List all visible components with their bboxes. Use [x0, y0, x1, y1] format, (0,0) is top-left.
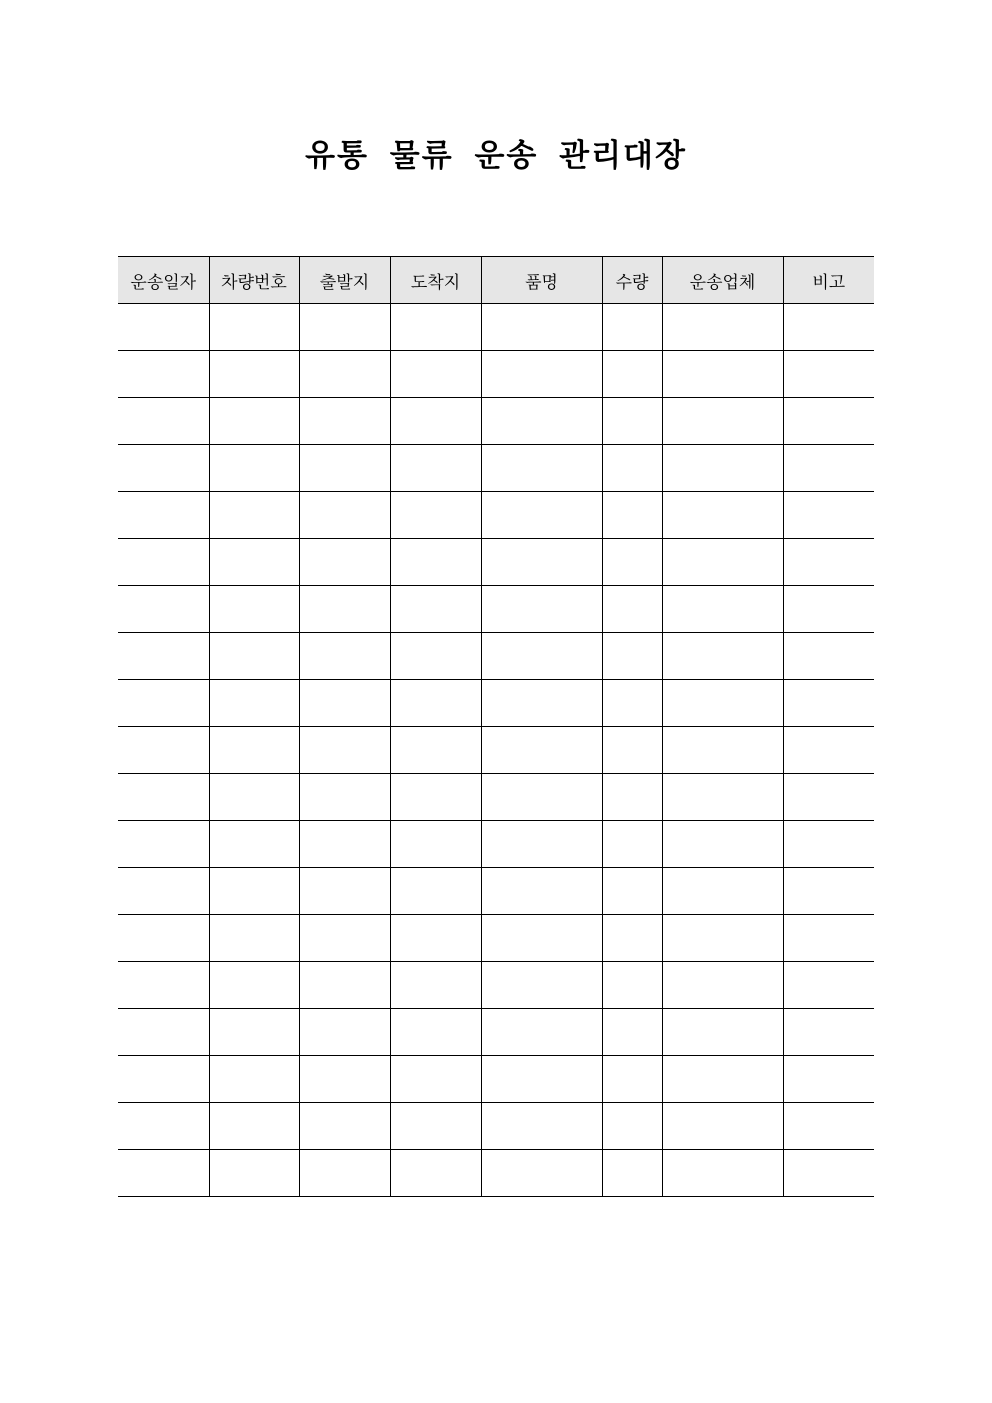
cell-quantity[interactable]	[602, 398, 662, 445]
cell-quantity[interactable]	[602, 915, 662, 962]
cell-carrier[interactable]	[662, 727, 783, 774]
cell-transport-date[interactable]	[118, 727, 209, 774]
cell-vehicle-number[interactable]	[209, 633, 299, 680]
cell-remarks[interactable]	[783, 915, 874, 962]
cell-remarks[interactable]	[783, 1150, 874, 1197]
table-row	[118, 445, 874, 492]
cell-item-name[interactable]	[481, 492, 602, 539]
cell-transport-date[interactable]	[118, 962, 209, 1009]
cell-vehicle-number[interactable]	[209, 915, 299, 962]
cell-remarks[interactable]	[783, 398, 874, 445]
table-header-row	[118, 257, 874, 304]
table-row	[118, 492, 874, 539]
cell-item-name[interactable]	[481, 1009, 602, 1056]
cell-quantity[interactable]	[602, 774, 662, 821]
cell-transport-date[interactable]	[118, 680, 209, 727]
table-row	[118, 868, 874, 915]
table-row	[118, 915, 874, 962]
cell-origin[interactable]	[299, 868, 390, 915]
cell-remarks[interactable]	[783, 962, 874, 1009]
cell-origin[interactable]	[299, 1150, 390, 1197]
table-row	[118, 774, 874, 821]
cell-remarks[interactable]	[783, 539, 874, 586]
cell-destination[interactable]	[390, 868, 481, 915]
header-quantity: 수량	[602, 257, 662, 304]
cell-carrier[interactable]	[662, 633, 783, 680]
cell-transport-date[interactable]	[118, 586, 209, 633]
cell-carrier[interactable]	[662, 539, 783, 586]
cell-carrier[interactable]	[662, 1009, 783, 1056]
cell-quantity[interactable]	[602, 1103, 662, 1150]
header-origin: 출발지	[299, 257, 390, 304]
table-row	[118, 351, 874, 398]
header-transport-date: 운송일자	[118, 257, 209, 304]
cell-origin[interactable]	[299, 962, 390, 1009]
cell-origin[interactable]	[299, 774, 390, 821]
cell-item-name[interactable]	[481, 633, 602, 680]
cell-remarks[interactable]	[783, 727, 874, 774]
table-row	[118, 727, 874, 774]
cell-remarks[interactable]	[783, 445, 874, 492]
cell-remarks[interactable]	[783, 633, 874, 680]
cell-destination[interactable]	[390, 539, 481, 586]
table-row	[118, 586, 874, 633]
cell-transport-date[interactable]	[118, 445, 209, 492]
cell-carrier[interactable]	[662, 351, 783, 398]
cell-origin[interactable]	[299, 727, 390, 774]
cell-item-name[interactable]	[481, 1150, 602, 1197]
table-row	[118, 1103, 874, 1150]
cell-destination[interactable]	[390, 680, 481, 727]
cell-vehicle-number[interactable]	[209, 1150, 299, 1197]
cell-carrier[interactable]	[662, 586, 783, 633]
cell-carrier[interactable]	[662, 915, 783, 962]
cell-origin[interactable]	[299, 351, 390, 398]
cell-item-name[interactable]	[481, 304, 602, 351]
cell-transport-date[interactable]	[118, 351, 209, 398]
cell-transport-date[interactable]	[118, 821, 209, 868]
cell-quantity[interactable]	[602, 680, 662, 727]
cell-transport-date[interactable]	[118, 1150, 209, 1197]
cell-destination[interactable]	[390, 774, 481, 821]
cell-vehicle-number[interactable]	[209, 727, 299, 774]
cell-transport-date[interactable]	[118, 633, 209, 680]
header-item-name: 품명	[481, 257, 602, 304]
cell-quantity[interactable]	[602, 304, 662, 351]
cell-item-name[interactable]	[481, 586, 602, 633]
cell-quantity[interactable]	[602, 821, 662, 868]
cell-origin[interactable]	[299, 680, 390, 727]
header-destination: 도착지	[390, 257, 481, 304]
table-row	[118, 821, 874, 868]
cell-transport-date[interactable]	[118, 1103, 209, 1150]
cell-destination[interactable]	[390, 304, 481, 351]
cell-origin[interactable]	[299, 1009, 390, 1056]
cell-item-name[interactable]	[481, 351, 602, 398]
cell-transport-date[interactable]	[118, 915, 209, 962]
table-row	[118, 1009, 874, 1056]
cell-origin[interactable]	[299, 586, 390, 633]
cell-origin[interactable]	[299, 398, 390, 445]
cell-destination[interactable]	[390, 586, 481, 633]
cell-transport-date[interactable]	[118, 492, 209, 539]
cell-vehicle-number[interactable]	[209, 304, 299, 351]
cell-vehicle-number[interactable]	[209, 868, 299, 915]
table-row	[118, 539, 874, 586]
cell-remarks[interactable]	[783, 774, 874, 821]
cell-quantity[interactable]	[602, 962, 662, 1009]
cell-quantity[interactable]	[602, 492, 662, 539]
cell-destination[interactable]	[390, 821, 481, 868]
cell-remarks[interactable]	[783, 1009, 874, 1056]
cell-carrier[interactable]	[662, 774, 783, 821]
cell-origin[interactable]	[299, 915, 390, 962]
cell-transport-date[interactable]	[118, 304, 209, 351]
cell-vehicle-number[interactable]	[209, 398, 299, 445]
cell-destination[interactable]	[390, 962, 481, 1009]
cell-item-name[interactable]	[481, 727, 602, 774]
cell-vehicle-number[interactable]	[209, 445, 299, 492]
cell-transport-date[interactable]	[118, 1056, 209, 1103]
cell-item-name[interactable]	[481, 1056, 602, 1103]
cell-item-name[interactable]	[481, 398, 602, 445]
cell-quantity[interactable]	[602, 633, 662, 680]
cell-origin[interactable]	[299, 304, 390, 351]
cell-carrier[interactable]	[662, 304, 783, 351]
cell-destination[interactable]	[390, 1150, 481, 1197]
table-body	[118, 304, 874, 1197]
cell-vehicle-number[interactable]	[209, 774, 299, 821]
cell-item-name[interactable]	[481, 868, 602, 915]
cell-vehicle-number[interactable]	[209, 539, 299, 586]
cell-vehicle-number[interactable]	[209, 1103, 299, 1150]
cell-carrier[interactable]	[662, 492, 783, 539]
cell-remarks[interactable]	[783, 1103, 874, 1150]
table-row	[118, 1056, 874, 1103]
cell-vehicle-number[interactable]	[209, 1056, 299, 1103]
cell-carrier[interactable]	[662, 1103, 783, 1150]
cell-origin[interactable]	[299, 539, 390, 586]
cell-remarks[interactable]	[783, 586, 874, 633]
cell-carrier[interactable]	[662, 1150, 783, 1197]
header-remarks: 비고	[783, 257, 874, 304]
table-row	[118, 962, 874, 1009]
cell-origin[interactable]	[299, 1056, 390, 1103]
cell-destination[interactable]	[390, 1056, 481, 1103]
cell-transport-date[interactable]	[118, 868, 209, 915]
transport-ledger-table	[118, 256, 874, 1197]
cell-quantity[interactable]	[602, 1009, 662, 1056]
cell-quantity[interactable]	[602, 727, 662, 774]
cell-vehicle-number[interactable]	[209, 1009, 299, 1056]
cell-transport-date[interactable]	[118, 774, 209, 821]
cell-quantity[interactable]	[602, 539, 662, 586]
page-title: 유통 물류 운송 관리대장	[305, 138, 687, 174]
cell-remarks[interactable]	[783, 680, 874, 727]
cell-destination[interactable]	[390, 1103, 481, 1150]
cell-destination[interactable]	[390, 727, 481, 774]
cell-remarks[interactable]	[783, 351, 874, 398]
cell-quantity[interactable]	[602, 445, 662, 492]
cell-vehicle-number[interactable]	[209, 680, 299, 727]
cell-carrier[interactable]	[662, 680, 783, 727]
cell-origin[interactable]	[299, 821, 390, 868]
cell-item-name[interactable]	[481, 821, 602, 868]
cell-vehicle-number[interactable]	[209, 351, 299, 398]
cell-quantity[interactable]	[602, 868, 662, 915]
header-vehicle-number: 차량번호	[209, 257, 299, 304]
cell-carrier[interactable]	[662, 962, 783, 1009]
cell-remarks[interactable]	[783, 868, 874, 915]
cell-destination[interactable]	[390, 633, 481, 680]
cell-carrier[interactable]	[662, 445, 783, 492]
cell-remarks[interactable]	[783, 821, 874, 868]
cell-transport-date[interactable]	[118, 398, 209, 445]
cell-destination[interactable]	[390, 915, 481, 962]
cell-item-name[interactable]	[481, 445, 602, 492]
cell-origin[interactable]	[299, 1103, 390, 1150]
cell-quantity[interactable]	[602, 1056, 662, 1103]
cell-carrier[interactable]	[662, 868, 783, 915]
cell-item-name[interactable]	[481, 915, 602, 962]
cell-destination[interactable]	[390, 351, 481, 398]
cell-remarks[interactable]	[783, 1056, 874, 1103]
cell-item-name[interactable]	[481, 680, 602, 727]
cell-transport-date[interactable]	[118, 1009, 209, 1056]
cell-item-name[interactable]	[481, 962, 602, 1009]
cell-quantity[interactable]	[602, 1150, 662, 1197]
header-carrier: 운송업체	[662, 257, 783, 304]
table-row	[118, 633, 874, 680]
cell-quantity[interactable]	[602, 586, 662, 633]
cell-origin[interactable]	[299, 492, 390, 539]
table-row	[118, 398, 874, 445]
cell-destination[interactable]	[390, 398, 481, 445]
table-row	[118, 304, 874, 351]
cell-carrier[interactable]	[662, 398, 783, 445]
cell-item-name[interactable]	[481, 1103, 602, 1150]
cell-destination[interactable]	[390, 1009, 481, 1056]
cell-carrier[interactable]	[662, 821, 783, 868]
table-row	[118, 680, 874, 727]
cell-vehicle-number[interactable]	[209, 821, 299, 868]
cell-origin[interactable]	[299, 445, 390, 492]
cell-vehicle-number[interactable]	[209, 492, 299, 539]
cell-destination[interactable]	[390, 492, 481, 539]
cell-remarks[interactable]	[783, 304, 874, 351]
cell-origin[interactable]	[299, 633, 390, 680]
cell-transport-date[interactable]	[118, 539, 209, 586]
cell-item-name[interactable]	[481, 774, 602, 821]
table-row	[118, 1150, 874, 1197]
cell-vehicle-number[interactable]	[209, 586, 299, 633]
cell-vehicle-number[interactable]	[209, 962, 299, 1009]
cell-destination[interactable]	[390, 445, 481, 492]
cell-quantity[interactable]	[602, 351, 662, 398]
cell-carrier[interactable]	[662, 1056, 783, 1103]
cell-remarks[interactable]	[783, 492, 874, 539]
cell-item-name[interactable]	[481, 539, 602, 586]
